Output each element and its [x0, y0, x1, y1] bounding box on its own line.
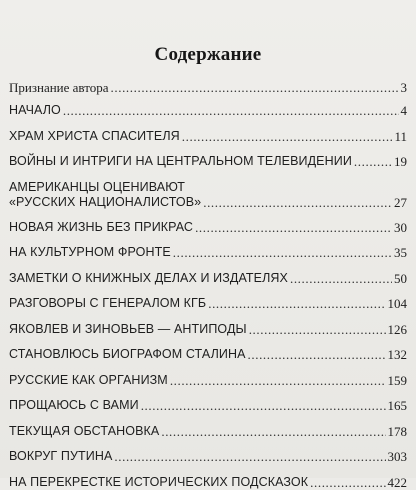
dot-leader: [203, 195, 392, 210]
toc-entry-page: 3: [400, 80, 407, 95]
toc-entry: [9, 449, 407, 464]
toc-entry-page: 27: [394, 195, 407, 210]
toc-entry: [9, 129, 407, 144]
toc-entry: [9, 373, 407, 388]
toc-entry-title: ЯКОВЛЕВ И ЗИНОВЬЕВ — АНТИПОДЫ: [9, 322, 247, 336]
toc-entry-page: 126: [387, 322, 407, 337]
toc-entry-title: ХРАМ ХРИСТА СПАСИТЕЛЯ: [9, 129, 180, 143]
toc-entry-page: 4: [400, 103, 407, 118]
toc-entry-page: 50: [394, 271, 407, 286]
toc-entry: [9, 180, 407, 210]
toc-entry-title: НАЧАЛО: [9, 103, 61, 117]
dot-leader: [111, 80, 399, 95]
toc-entry-page: 165: [387, 398, 407, 413]
dot-leader: [249, 322, 386, 337]
toc-entry: [9, 220, 407, 235]
toc-entry-title-line-2: «РУССКИХ НАЦИОНАЛИСТОВ»: [9, 195, 202, 209]
toc-entry-title: НА ПЕРЕКРЕСТКЕ ИСТОРИЧЕСКИХ ПОДСКАЗОК: [9, 475, 309, 489]
dot-leader: [114, 449, 385, 464]
toc-entry-title: ТЕКУЩАЯ ОБСТАНОВКА: [9, 424, 160, 438]
toc-entry-title: НА КУЛЬТУРНОМ ФРОНТЕ: [9, 245, 171, 259]
contents-title: Содержание: [154, 44, 262, 65]
toc-entry-title-block: [9, 180, 201, 210]
toc-entry: [9, 398, 407, 413]
toc-entry-page: 30: [394, 220, 407, 235]
dot-leader: [195, 220, 392, 235]
dot-leader: [182, 129, 393, 144]
toc-entry-title: СТАНОВЛЮСЬ БИОГРАФОМ СТАЛИНА: [9, 347, 246, 361]
toc-entry-title: ПРОЩАЮСЬ С ВАМИ: [9, 398, 139, 412]
toc-entry-page: 19: [394, 154, 407, 169]
toc-entry-page: 178: [387, 424, 407, 439]
dot-leader: [310, 475, 385, 490]
toc-entry-page: 303: [387, 449, 407, 464]
toc-entry-title: РУССКИЕ КАК ОРГАНИЗМ: [9, 373, 168, 387]
toc-entry: [9, 347, 407, 362]
toc-entry: [9, 271, 407, 286]
toc-entry: [9, 296, 407, 311]
dot-leader: [141, 398, 386, 413]
dot-leader: [161, 424, 385, 439]
toc-entry: [9, 245, 407, 260]
dot-leader: [173, 245, 392, 260]
toc-entry: [9, 424, 407, 439]
dot-leader: [170, 373, 386, 388]
toc-entry-title: ВОЙНЫ И ИНТРИГИ НА ЦЕНТРАЛЬНОМ ТЕЛЕВИДЕНИИ: [9, 154, 352, 168]
toc-entry: [9, 475, 407, 490]
toc-entry-page: 159: [387, 373, 407, 388]
dot-leader: [290, 271, 392, 286]
toc-entry-title: ВОКРУГ ПУТИНА: [9, 449, 113, 463]
toc-entry-page: 422: [387, 475, 407, 490]
toc-entry-page: 35: [394, 245, 407, 260]
toc-entry-page: 132: [387, 347, 407, 362]
dot-leader: [63, 103, 399, 118]
dot-leader: [248, 347, 386, 362]
toc-entry-title: НОВАЯ ЖИЗНЬ БЕЗ ПРИКРАС: [9, 220, 194, 234]
toc-entry: [9, 154, 407, 169]
dot-leader: [354, 154, 392, 169]
dot-leader: [208, 296, 385, 311]
toc-entry-title-line-1: АМЕРИКАНЦЫ ОЦЕНИВАЮТ: [9, 180, 185, 194]
toc-entry: [9, 322, 407, 337]
toc-entry: [9, 103, 407, 118]
toc-entry-title: ЗАМЕТКИ О КНИЖНЫХ ДЕЛАХ И ИЗДАТЕЛЯХ: [9, 271, 288, 285]
toc-entry: [9, 80, 407, 95]
toc-entry-page: 104: [387, 296, 407, 311]
toc-entry-title: Признание автора: [9, 80, 109, 95]
toc-entry-page: 11: [394, 129, 407, 144]
toc-entry-title: РАЗГОВОРЫ С ГЕНЕРАЛОМ КГБ: [9, 296, 207, 310]
